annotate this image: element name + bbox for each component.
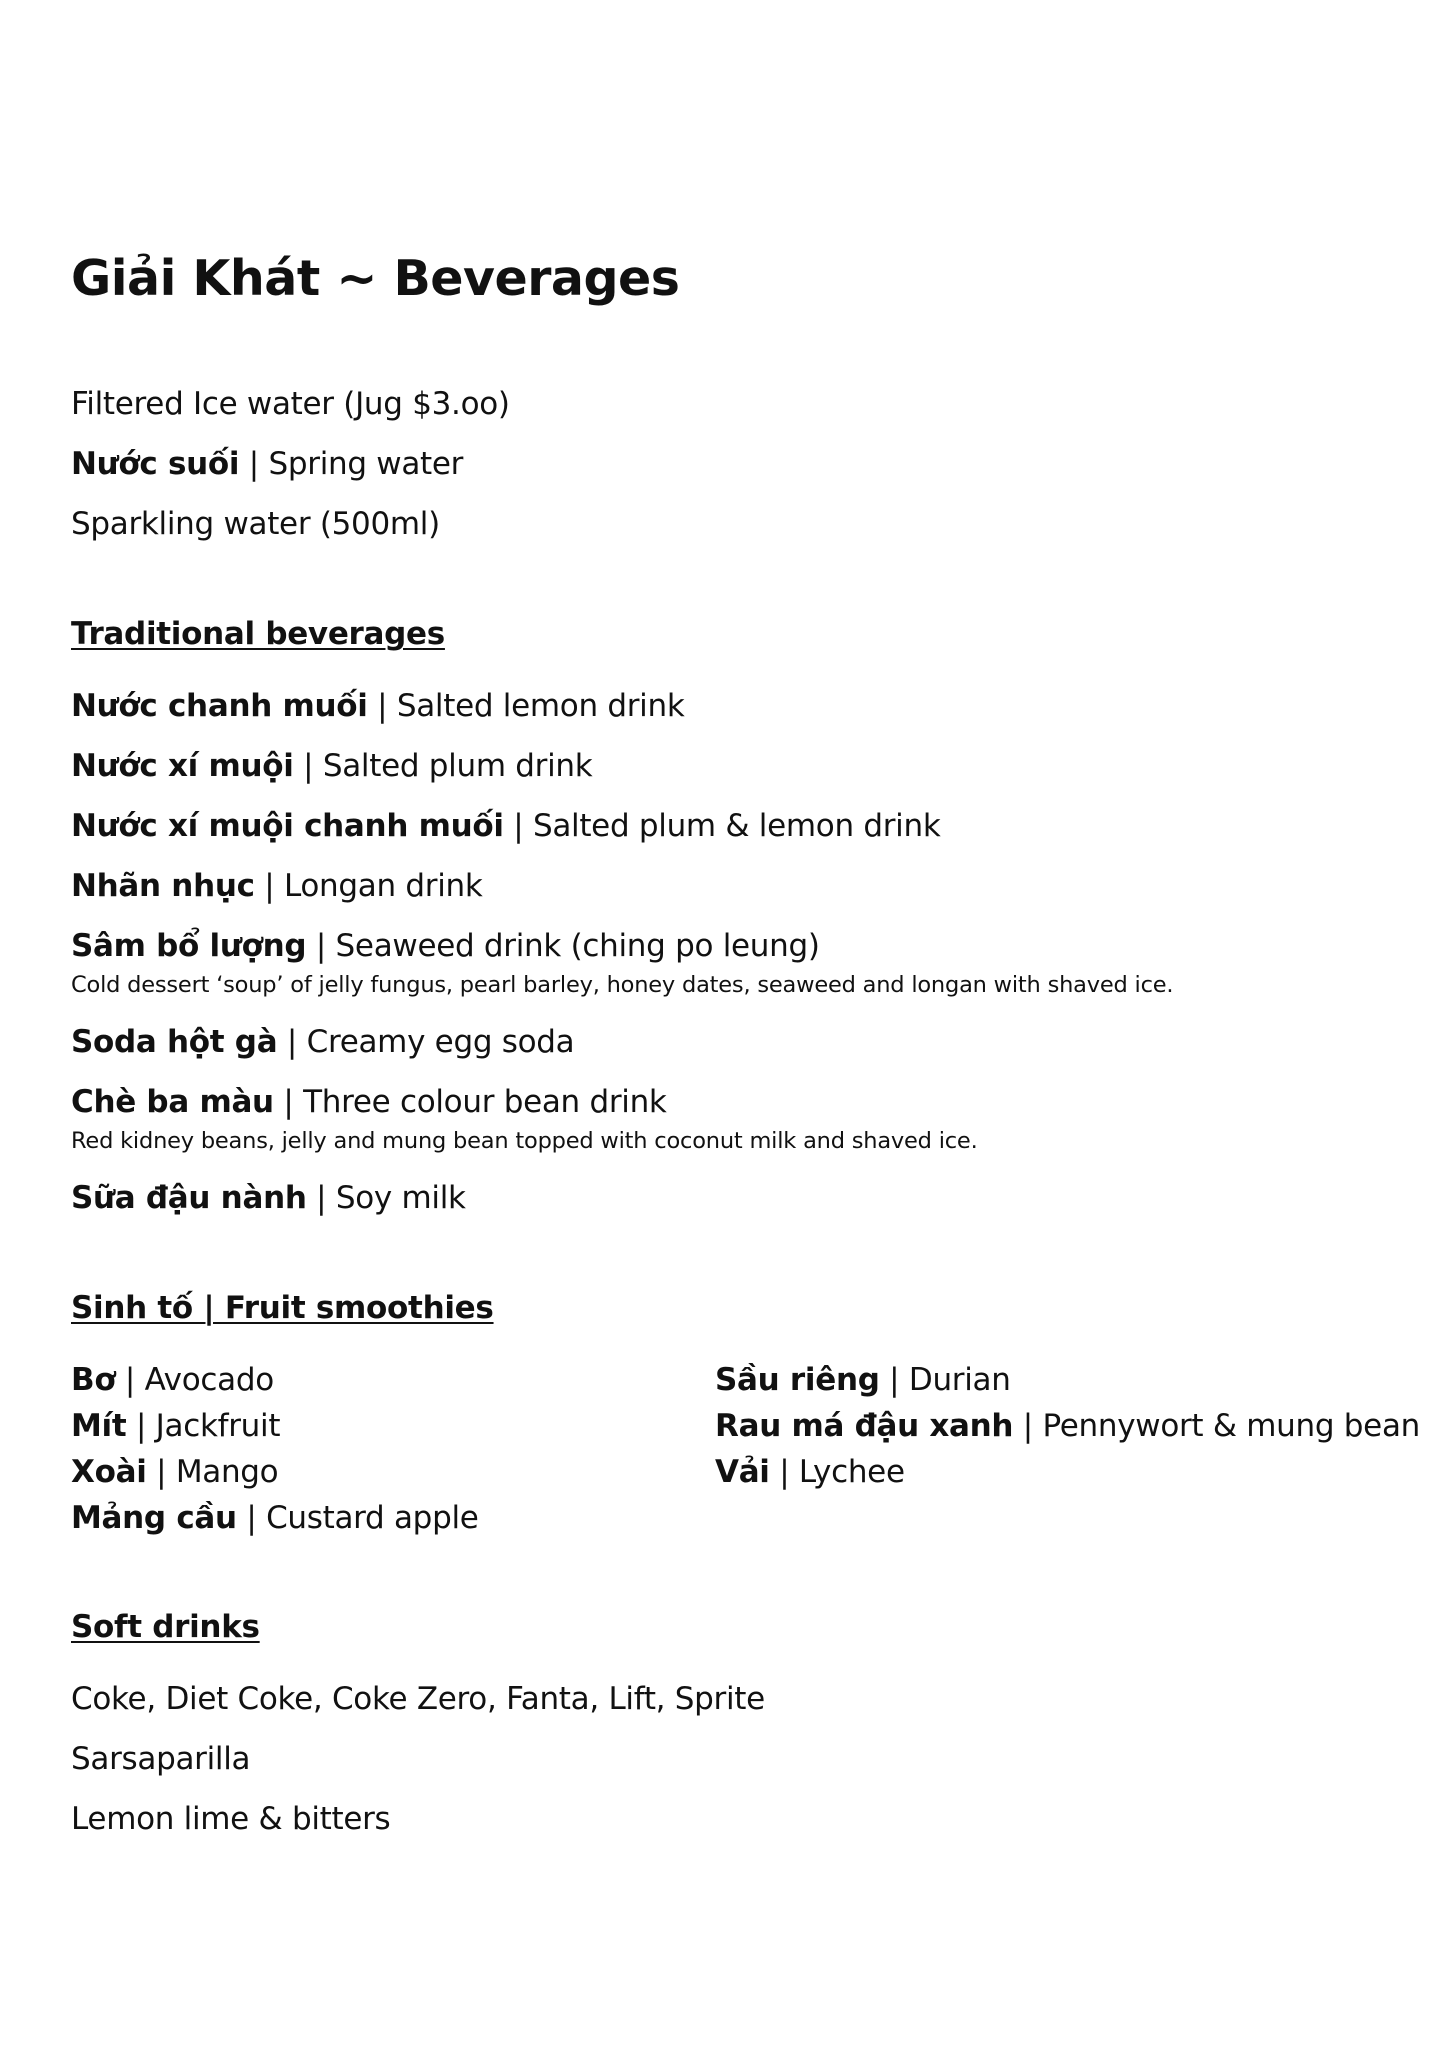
page-title: Giải Khát ~ Beverages [71,250,680,307]
item-name-vi: Sầu riêng [715,1362,880,1398]
item-name-vi: Nước chanh muối [71,688,368,724]
item-name-vi: Bơ [71,1362,116,1398]
section-heading-smoothies: Sinh tố | Fruit smoothies [71,1290,494,1326]
menu-item [71,1452,278,1492]
item-name-en: Salted plum & lemon drink [532,808,941,844]
menu-item [71,1498,479,1538]
item-separator: | [306,1180,336,1216]
menu-item [71,866,483,906]
item-separator: | [115,1362,145,1398]
item-name-en: Avocado [144,1362,274,1398]
menu-item [71,1360,274,1400]
item-separator: | [769,1454,799,1490]
item-name-en: Jackfruit [155,1408,281,1444]
menu-item [715,1452,905,1492]
menu-item [71,746,592,786]
item-separator: | [254,868,284,904]
menu-item [71,1406,280,1446]
item-separator: | [1013,1408,1043,1444]
item-description: Red kidney beans, jelly and mung bean topped with coconut milk and shaved ice. [71,1128,978,1154]
menu-item: Coke, Diet Coke, Coke Zero, Fanta, Lift, Sprite [71,1681,765,1717]
item-name-vi: Sữa đậu nành [71,1180,307,1216]
item-separator: | [306,928,336,964]
menu-item [71,1178,466,1218]
item-name-en: Creamy egg soda [306,1024,575,1060]
item-name-en: Durian [908,1362,1011,1398]
item-separator: | [879,1362,909,1398]
item-name-vi: Nhãn nhục [71,868,255,904]
item-name-en: Pennywort & mung bean [1042,1408,1420,1444]
menu-item [71,686,684,726]
item-separator: | [273,1084,304,1120]
menu-item [715,1360,1011,1400]
item-name-vi: Sâm bổ lượng [71,928,307,964]
menu-item [71,1082,667,1122]
item-name-en: Lychee [798,1454,905,1490]
item-name-vi: Xoài [71,1454,147,1490]
section-heading-soft-drinks: Soft drinks [71,1609,260,1645]
item-name-vi: Chè ba màu [71,1084,274,1120]
item-separator: | [293,748,323,784]
menu-item [71,806,941,846]
item-name-en: Spring water [268,446,464,482]
menu-item: Lemon lime & bitters [71,1801,391,1837]
menu-item: Sparkling water (500ml) [71,506,440,542]
item-name-vi: Nước xí muội [71,748,294,784]
item-name-en: Mango [175,1454,279,1490]
menu-item [715,1406,1420,1446]
menu-item: Sarsaparilla [71,1741,251,1777]
item-separator: | [277,1024,307,1060]
item-name-en: Salted lemon drink [396,688,685,724]
item-name-en: Three colour bean drink [303,1084,667,1120]
item-name-vi: Mít [71,1408,127,1444]
item-name-vi: Nước suối [71,446,240,482]
item-name-en: Seaweed drink (ching po leung) [335,928,820,964]
menu-item [71,926,820,966]
item-name-vi: Soda hột gà [71,1024,278,1060]
item-name-vi: Nước xí muội chanh muối [71,808,504,844]
item-description: Cold dessert ‘soup’ of jelly fungus, pearl barley, honey dates, seaweed and longan with shaved ice. [71,972,1174,998]
item-name-vi: Rau má đậu xanh [715,1408,1014,1444]
menu-item [71,1022,574,1062]
item-name-vi: Vải [715,1454,770,1490]
item-name-en: Soy milk [335,1180,466,1216]
item-name-en: Salted plum drink [322,748,593,784]
item-separator: | [367,688,397,724]
menu-item: Filtered Ice water (Jug $3.oo) [71,386,510,422]
item-separator: | [503,808,533,844]
item-name-en: Custard apple [266,1500,479,1536]
section-heading-traditional: Traditional beverages [71,616,445,652]
menu-item [71,444,463,484]
item-separator: | [236,1500,267,1536]
item-separator: | [126,1408,156,1444]
item-separator: | [239,446,269,482]
item-name-vi: Mảng cầu [71,1500,237,1536]
item-separator: | [146,1454,176,1490]
item-name-en: Longan drink [283,868,483,904]
